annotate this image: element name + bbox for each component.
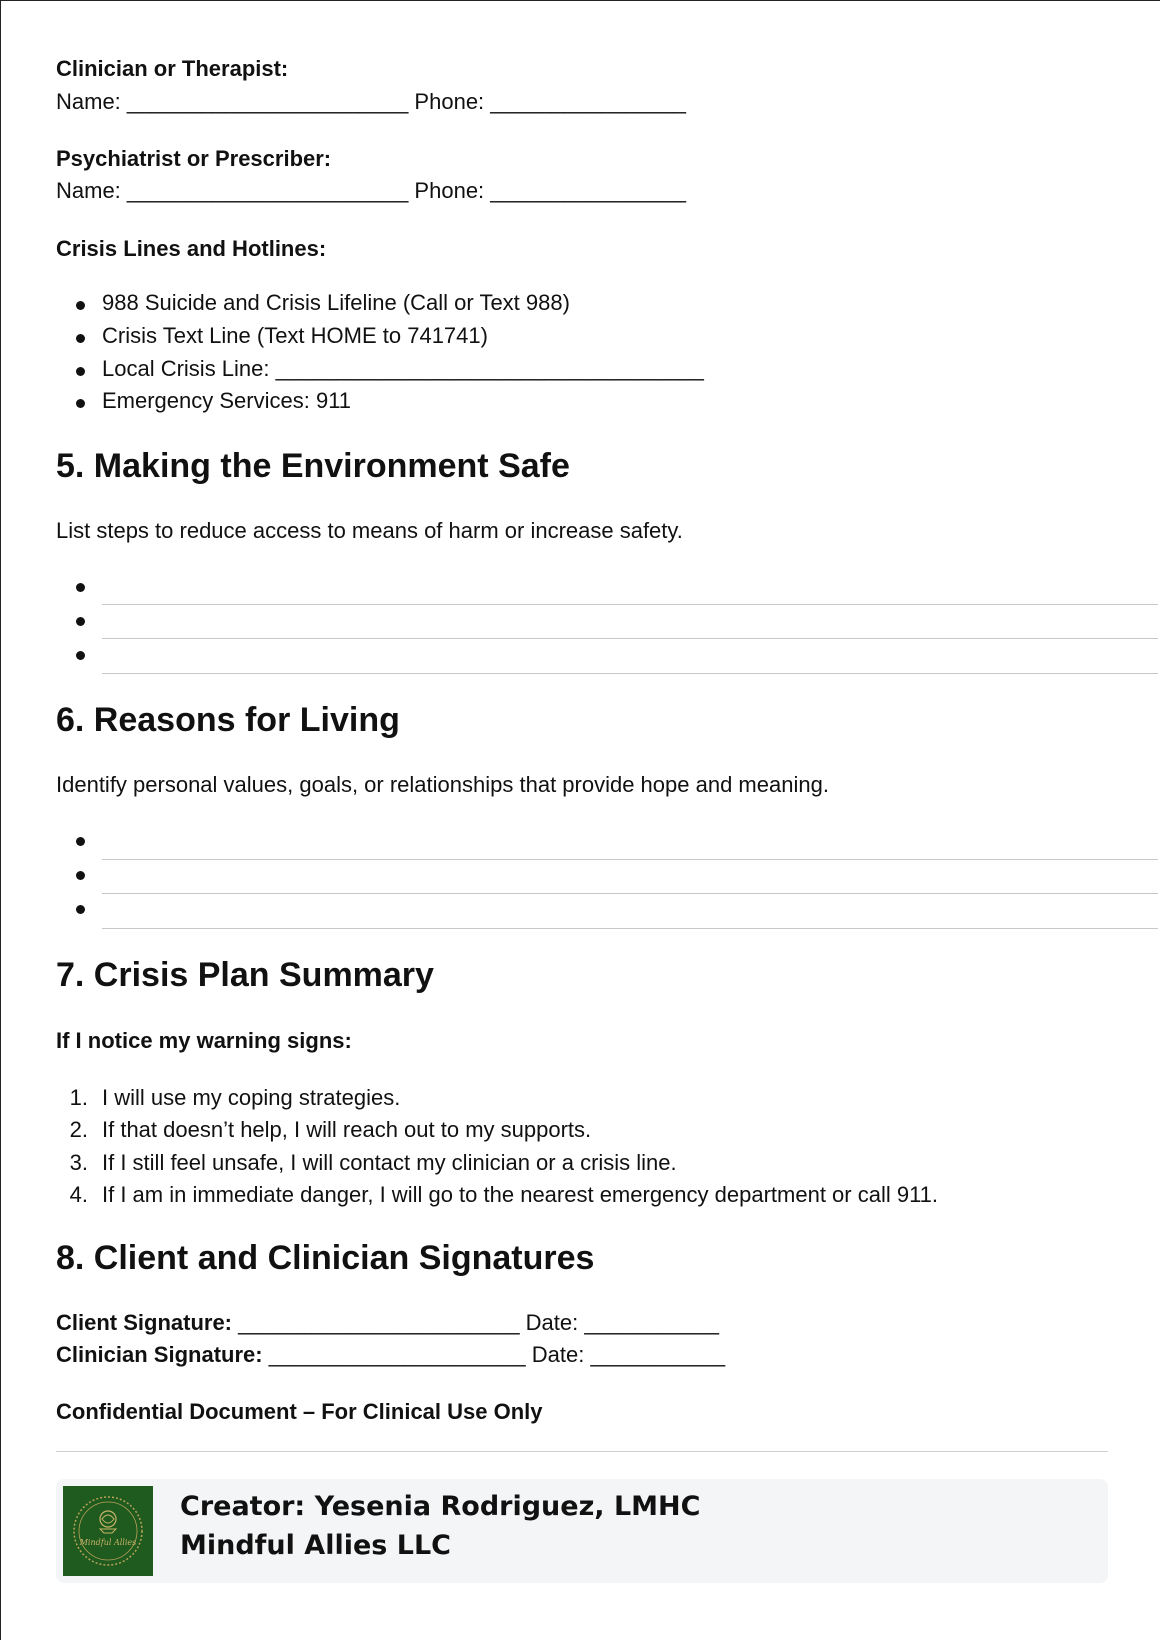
section-5-description: List steps to reduce access to means of harm or increase safety. — [56, 518, 683, 543]
bullet-icon — [76, 301, 85, 310]
list-item: Local Crisis Line: ___________________________________ — [102, 356, 704, 381]
crisis-lines-heading: Crisis Lines and Hotlines: — [56, 236, 327, 261]
list-item: Emergency Services: 911 — [102, 388, 352, 413]
psychiatrist-fields: Name: _______________________ Phone: ________________ — [56, 178, 687, 203]
confidential-notice: Confidential Document – For Clinical Use Only — [56, 1399, 543, 1424]
entry-line[interactable] — [102, 604, 1158, 605]
logo-emblem-icon — [66, 1489, 150, 1573]
clinician-signature-row — [56, 1342, 725, 1368]
bullet-icon — [76, 399, 85, 408]
step-number: 1. — [69, 1085, 88, 1110]
entry-line[interactable] — [102, 673, 1158, 674]
footer-divider — [56, 1451, 1108, 1452]
step-text: If that doesn’t help, I will reach out to my supports. — [102, 1117, 592, 1142]
entry-line[interactable] — [102, 859, 1158, 860]
bullet-icon — [76, 837, 85, 846]
section-7-title: 7. Crisis Plan Summary — [56, 956, 434, 994]
psychiatrist-heading: Psychiatrist or Prescriber: — [56, 146, 332, 171]
client-signature-row — [56, 1310, 719, 1336]
clinician-fields: Name: _______________________ Phone: ________________ — [56, 89, 687, 114]
step-text: If I still feel unsafe, I will contact my clinician or a crisis line. — [102, 1150, 677, 1175]
mindful-allies-logo — [63, 1486, 153, 1576]
creator-footer — [56, 1479, 1108, 1583]
clinician-heading: Clinician or Therapist: — [56, 56, 289, 81]
bullet-icon — [76, 871, 85, 880]
step-text: I will use my coping strategies. — [102, 1085, 401, 1110]
bullet-icon — [76, 583, 85, 592]
step-number: 3. — [69, 1150, 88, 1175]
bullet-icon — [76, 617, 85, 626]
client-signature-line[interactable]: _______________________ Date: ___________ — [238, 1310, 719, 1335]
step-number: 2. — [69, 1117, 88, 1142]
bullet-icon — [76, 367, 85, 376]
list-item — [56, 1150, 677, 1176]
list-item: Crisis Text Line (Text HOME to 741741) — [102, 323, 488, 348]
bullet-icon — [76, 651, 85, 660]
section-6-description: Identify personal values, goals, or relationships that provide hope and meaning. — [56, 772, 829, 797]
section-8-title: 8. Client and Clinician Signatures — [56, 1239, 595, 1277]
client-signature-label: Client Signature: — [56, 1310, 233, 1335]
section-5-title: 5. Making the Environment Safe — [56, 447, 570, 485]
section-7-subheading: If I notice my warning signs: — [56, 1028, 352, 1053]
section-6-title: 6. Reasons for Living — [56, 701, 400, 739]
list-item — [56, 1085, 400, 1111]
list-item — [56, 1117, 591, 1143]
creator-name: Creator: Yesenia Rodriguez, LMHC — [180, 1491, 701, 1522]
clinician-signature-line[interactable]: _____________________ Date: ___________ — [268, 1342, 726, 1367]
bullet-icon — [76, 905, 85, 914]
list-item: 988 Suicide and Crisis Lifeline (Call or Text 988) — [102, 290, 570, 315]
svg-text:Mindful Allies: Mindful Allies — [79, 1538, 137, 1547]
entry-line[interactable] — [102, 893, 1158, 894]
step-text: If I am in immediate danger, I will go to the nearest emergency department or call 911. — [102, 1182, 939, 1207]
bullet-icon — [76, 334, 85, 343]
step-number: 4. — [69, 1182, 88, 1207]
list-item — [56, 1182, 938, 1208]
entry-line[interactable] — [102, 638, 1158, 639]
company-name: Mindful Allies LLC — [180, 1530, 451, 1561]
clinician-signature-label: Clinician Signature: — [56, 1342, 263, 1367]
entry-line[interactable] — [102, 928, 1158, 929]
